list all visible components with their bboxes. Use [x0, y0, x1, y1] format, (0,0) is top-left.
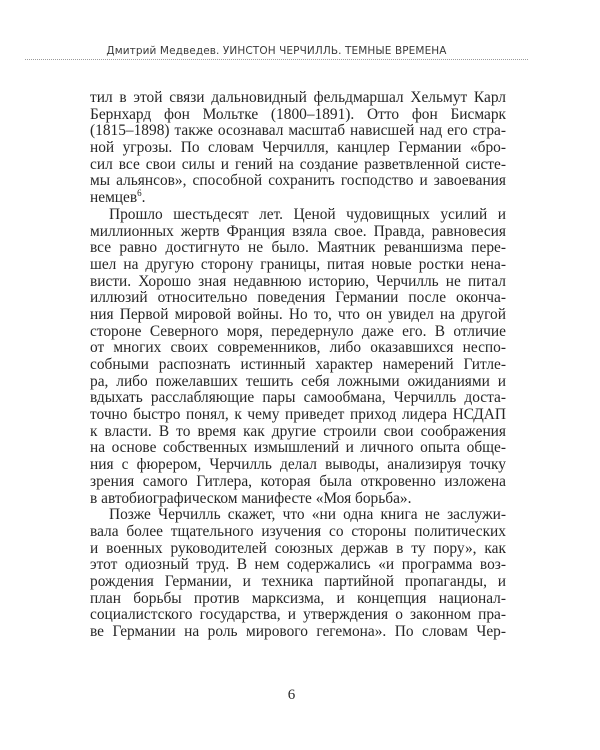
page-number: 6 — [287, 687, 296, 703]
text-line: ной угрозы. По словам Черчилля, канцлер Германии «бро- — [90, 139, 506, 157]
text-line: от многих своих современников, либо оказавшихся неспо- — [90, 339, 506, 357]
text-line: Бернхард фон Мольтке (1800–1891). Отто фон Бисмарк — [90, 105, 506, 123]
running-head: Дмитрий Медведев. УИНСТОН ЧЕРЧИЛЛЬ. ТЕМНЫЕ ВРЕМЕНА — [106, 45, 447, 57]
text-line: на основе собственных измышлений и личного опыта обще- — [90, 439, 506, 457]
footnote-reference[interactable]: 6 — [137, 188, 142, 198]
text-line: вдыхать расслабляющие пары самообмана, Черчилль доста- — [90, 389, 506, 407]
text-line: Прошло шестьдесят лет. Ценой чудовищных усилий и — [109, 205, 506, 223]
text-line: шел на другую сторону границы, питая новые ростки нена- — [90, 255, 506, 273]
text-line: ве Германии на роль мирового гегемона». По словам Чер- — [90, 623, 506, 640]
text-line: висти. Хорошо зная недавнюю историю, Черчилль не питал — [90, 272, 506, 290]
text-line: все равно достигнуто не было. Маятник реваншизма пере- — [90, 239, 506, 257]
text-line: и военных руководителей союзных держав в ту пору», как — [90, 539, 506, 557]
text-line: собными распознать истинный характер намерений Гитле- — [90, 356, 506, 373]
text-line: иллюзий относительно поведения Германии после оконча- — [90, 289, 506, 307]
text-line-with-footnote — [90, 190, 506, 207]
text-line: миллионных жертв Франция взяла свое. Правда, равновесия — [90, 222, 506, 240]
text-line: немцев — [90, 189, 138, 207]
text-line: к власти. В то время как другие строили свои соображения — [90, 422, 506, 440]
text-line: стороне Северного моря, передернуло даже его. В отличие — [90, 322, 506, 340]
text-line: рождения Германии, и техника партийной пропаганды, и — [90, 572, 506, 590]
text-line: вала более тщательного изучения со стороны политических — [90, 522, 506, 540]
text-line: тил в этой связи дальновидный фельдмаршал Хельмут Карл — [90, 89, 506, 106]
text-line: (1815–1898) также осознавал масштаб нависшей над его стра- — [90, 122, 506, 140]
text-line: ния Первой мировой войны. Но то, что он увидел на другой — [90, 305, 506, 323]
paragraph-1 — [90, 90, 506, 207]
text-line: план борьбы против марксизма, и концепция национал- — [90, 589, 506, 607]
text-line: социалистского государства, и утверждения о законном пра- — [90, 606, 506, 624]
paragraph-2 — [90, 207, 506, 507]
text-line: ра, либо пожелавших тешить себя ложными ожиданиями и — [90, 372, 506, 390]
text-line: сил все свои силы и гений на создание разветвленной систе- — [90, 155, 506, 173]
text-line: этот одиозный труд. В нем содержались «и программа воз- — [90, 556, 506, 574]
header-dotted-rule — [25, 59, 528, 60]
text-line: мы альянсов», способной сохранить господство и завоевания — [90, 172, 506, 190]
text-line: точно быстро понял, к чему приведет приход лидера НСДАП — [90, 406, 506, 424]
text-line: ния с фюрером, Черчилль делал выводы, анализируя точку — [90, 456, 506, 474]
paragraph-3 — [90, 507, 506, 641]
body-text — [90, 90, 506, 641]
text-line: зрения самого Гитлера, которая была откровенно изложена — [90, 472, 506, 490]
text-line: Позже Черчилль скажет, что «ни одна книга не заслужи- — [109, 506, 506, 524]
text-line: в автобиографическом манифесте «Моя борьба». — [90, 489, 412, 507]
footnote-tail: . — [141, 189, 146, 207]
